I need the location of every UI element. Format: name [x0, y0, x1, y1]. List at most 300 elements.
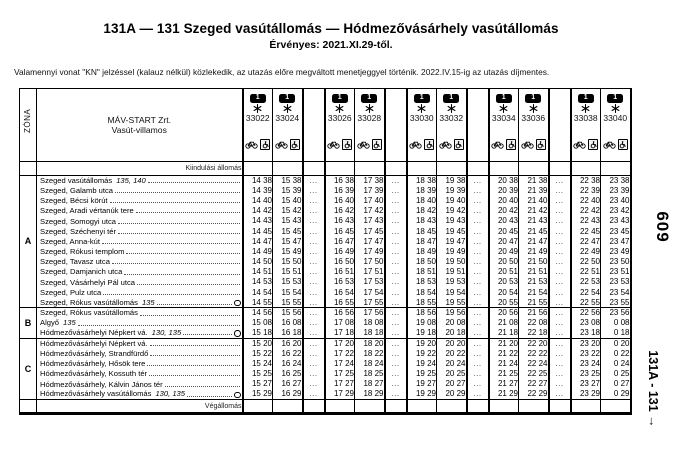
time-cell: 21 08: [489, 318, 519, 328]
time-cell: 23 38: [601, 176, 631, 186]
departure-label: Kiindulási állomás: [37, 162, 243, 176]
dotted-leader: [137, 284, 240, 285]
train-number: 33040: [603, 112, 628, 123]
time-cell: 18 24: [355, 359, 385, 369]
time-cell: 17 18: [325, 328, 355, 338]
time-cell: 14 51: [243, 267, 273, 277]
time-cell: 20 51: [489, 267, 519, 277]
continuation-dots: ...: [473, 369, 482, 379]
bicycle-icon: [491, 140, 504, 149]
dotted-leader: [140, 315, 240, 316]
continuation-dots: ...: [473, 257, 482, 267]
continuation-dots: ...: [391, 195, 400, 205]
departure-label-row: [20, 162, 631, 176]
time-cell: 17 53: [355, 277, 385, 287]
station-name-cell: Hódmezővásárhely, Kálvin János tér: [37, 379, 243, 389]
time-cell: 20 20: [437, 339, 467, 349]
time-cell: 16 38: [325, 176, 355, 186]
time-cell: 17 43: [355, 216, 385, 226]
connection-refs: 130, 135: [155, 389, 185, 399]
time-cell: 20 18: [437, 328, 467, 338]
time-cell: 20 29: [437, 389, 467, 399]
continuation-dots: ...: [473, 226, 482, 236]
time-cell: 16 56: [325, 308, 355, 318]
time-cell: 0 24: [601, 359, 631, 369]
continuation-dots: ...: [309, 236, 318, 246]
time-cell: 18 38: [407, 176, 437, 186]
station-name-cell: Algyő 135: [37, 318, 243, 328]
continuation-dots: ...: [473, 389, 482, 399]
time-cell: 19 49: [437, 247, 467, 257]
station-row: [20, 257, 631, 267]
time-cell: 15 45: [273, 226, 303, 236]
continuation-dots: ...: [555, 236, 564, 246]
time-cell: 17 54: [355, 288, 385, 298]
continuation-dots: ...: [473, 175, 482, 185]
time-cell: 22 47: [571, 237, 601, 247]
time-cell: 17 47: [355, 237, 385, 247]
time-cell: 18 47: [407, 237, 437, 247]
continuation-dots: ...: [391, 277, 400, 287]
train-number: 33022: [245, 112, 270, 123]
time-cell: 21 42: [519, 206, 549, 216]
continuation-dots: ...: [555, 267, 564, 277]
time-cell: 21 53: [519, 277, 549, 287]
time-cell: 23 27: [571, 379, 601, 389]
time-cell: 23 56: [601, 308, 631, 318]
time-cell: 20 22: [437, 349, 467, 359]
time-cell: 17 20: [325, 339, 355, 349]
time-cell: 14 38: [243, 176, 273, 186]
time-cell: 17 56: [355, 308, 385, 318]
time-cell: 22 51: [571, 267, 601, 277]
dotted-leader: [78, 325, 240, 326]
class-1-badge: 1: [578, 94, 594, 103]
continuation-dots: ...: [303, 339, 325, 349]
continuation-dots: ...: [473, 318, 482, 328]
time-cell: 16 08: [273, 318, 303, 328]
time-cell: 14 56: [243, 308, 273, 318]
time-cell: 22 20: [519, 339, 549, 349]
time-cell: 20 50: [489, 257, 519, 267]
time-cell: 18 25: [355, 369, 385, 379]
station-name-cell: Hódmezővásárhelyi Népkert vá. 130, 135: [37, 328, 243, 338]
time-cell: 18 27: [355, 379, 385, 389]
bicycle-icon: [521, 140, 534, 149]
station-name-cell: Szeged, Rókusi templom: [37, 247, 243, 257]
time-cell: 23 53: [601, 277, 631, 287]
time-cell: 0 25: [601, 369, 631, 379]
continuation-dots: ...: [555, 226, 564, 236]
time-cell: 18 29: [355, 389, 385, 399]
continuation-dots: ...: [391, 206, 400, 216]
station-name-cell: Szeged, Rókus vasútállomás: [37, 308, 243, 318]
time-cell: 16 54: [325, 288, 355, 298]
continuation-dots: ...: [309, 246, 318, 256]
continuation-dots: ...: [549, 308, 571, 318]
time-cell: 14 42: [243, 206, 273, 216]
time-cell: 18 43: [407, 216, 437, 226]
time-cell: 22 54: [571, 288, 601, 298]
continuation-dots: ...: [473, 185, 482, 195]
time-cell: 23 43: [601, 216, 631, 226]
time-cell: 17 45: [355, 226, 385, 236]
time-cell: 16 45: [325, 226, 355, 236]
time-cell: 18 55: [407, 298, 437, 308]
continuation-dots: ...: [309, 267, 318, 277]
continuation-dots: ...: [309, 195, 318, 205]
time-cell: 16 25: [273, 369, 303, 379]
time-cell: 17 50: [355, 257, 385, 267]
time-cell: 21 20: [489, 339, 519, 349]
time-cell: 23 50: [601, 257, 631, 267]
continuation-dots: ...: [555, 175, 564, 185]
stop-circle-icon: [234, 330, 241, 337]
wheelchair-icon: [506, 139, 516, 150]
time-cell: 23 54: [601, 288, 631, 298]
continuation-dots: ...: [391, 328, 400, 338]
station-name-cell: Hódmezővásárhely vasútállomás 130, 135: [37, 389, 243, 399]
time-cell: 15 53: [273, 277, 303, 287]
station-row: [20, 267, 631, 277]
time-cell: 19 51: [437, 267, 467, 277]
time-cell: 23 47: [601, 237, 631, 247]
continuation-dots: ...: [309, 175, 318, 185]
wheelchair-icon: [372, 139, 382, 150]
station-row: [20, 318, 631, 328]
time-cell: 20 54: [489, 288, 519, 298]
time-cell: 21 25: [489, 369, 519, 379]
time-cell: 14 47: [243, 237, 273, 247]
station-name-cell: Szeged, Aradi vértanúk tere: [37, 206, 243, 216]
dotted-leader: [150, 345, 240, 346]
connection-refs: 135: [63, 318, 76, 328]
continuation-dots: ...: [303, 308, 325, 318]
station-row: [20, 196, 631, 206]
continuation-dots: ...: [555, 297, 564, 307]
time-cell: 22 53: [571, 277, 601, 287]
train-number: 33026: [327, 112, 352, 123]
spacer-header: [467, 89, 489, 162]
time-cell: 15 56: [273, 308, 303, 318]
continuation-dots: ...: [467, 339, 489, 349]
train-number: 33038: [573, 112, 598, 123]
continuation-dots: ...: [473, 195, 482, 205]
snowflake-icon: [283, 104, 292, 113]
station-name-cell: Szeged, Somogyi utca: [37, 216, 243, 226]
side-page-number: 609: [653, 211, 672, 243]
time-cell: 20 55: [489, 298, 519, 308]
time-cell: 21 29: [489, 389, 519, 399]
continuation-dots: ...: [309, 379, 318, 389]
train-number: 33032: [439, 112, 464, 123]
continuation-dots: ...: [391, 226, 400, 236]
time-cell: 15 25: [243, 369, 273, 379]
dotted-leader: [136, 212, 240, 213]
dotted-leader: [187, 396, 232, 397]
class-1-badge: 1: [443, 94, 459, 103]
continuation-dots: ...: [309, 389, 318, 399]
time-cell: 17 39: [355, 186, 385, 196]
dotted-leader: [150, 355, 239, 356]
time-cell: 16 55: [325, 298, 355, 308]
continuation-dots: ...: [555, 328, 564, 338]
time-cell: 0 20: [601, 339, 631, 349]
time-cell: 0 27: [601, 379, 631, 389]
connection-refs: 135: [141, 297, 155, 307]
continuation-dots: ...: [555, 246, 564, 256]
train-number: 33036: [521, 112, 546, 123]
time-cell: 15 55: [273, 298, 303, 308]
continuation-dots: ...: [473, 267, 482, 277]
operator-header: [37, 89, 243, 162]
wheelchair-icon: [260, 139, 270, 150]
snowflake-icon: [499, 104, 508, 113]
time-cell: 19 53: [437, 277, 467, 287]
continuation-dots: ...: [309, 358, 318, 368]
time-cell: 18 40: [407, 196, 437, 206]
station-name-cell: Hódmezővásárhely, Kossuth tér: [37, 369, 243, 379]
time-cell: 21 43: [519, 216, 549, 226]
continuation-dots: ...: [555, 185, 564, 195]
time-cell: 19 38: [437, 176, 467, 186]
station-row: [20, 288, 631, 298]
time-cell: 16 43: [325, 216, 355, 226]
train-header-33028: [355, 89, 385, 162]
stop-circle-icon: [234, 300, 241, 307]
continuation-dots: ...: [391, 318, 400, 328]
continuation-dots: ...: [473, 206, 482, 216]
operator-line1: MÁV-START Zrt.: [107, 114, 171, 125]
continuation-dots: ...: [555, 389, 564, 399]
time-cell: 20 43: [489, 216, 519, 226]
continuation-dots: ...: [309, 297, 318, 307]
time-cell: 17 22: [325, 349, 355, 359]
station-row: [20, 379, 631, 389]
train-number: 33028: [357, 112, 382, 123]
continuation-dots: ...: [391, 216, 400, 226]
time-cell: 20 47: [489, 237, 519, 247]
time-cell: 18 39: [407, 186, 437, 196]
time-cell: 20 08: [437, 318, 467, 328]
continuation-dots: ...: [309, 287, 318, 297]
time-cell: 22 27: [519, 379, 549, 389]
time-cell: 18 20: [355, 339, 385, 349]
timetable-grid: [19, 88, 632, 415]
side-route-label: 131A - 131 →: [646, 350, 660, 428]
time-cell: 15 08: [243, 318, 273, 328]
time-cell: 21 51: [519, 267, 549, 277]
time-cell: 22 40: [571, 196, 601, 206]
bicycle-icon: [275, 140, 288, 149]
continuation-dots: ...: [473, 216, 482, 226]
dotted-leader: [118, 233, 240, 234]
time-cell: 21 55: [519, 298, 549, 308]
time-cell: 16 27: [273, 379, 303, 389]
time-cell: 17 27: [325, 379, 355, 389]
time-cell: 18 18: [355, 328, 385, 338]
time-cell: 23 39: [601, 186, 631, 196]
time-cell: 21 24: [489, 359, 519, 369]
time-cell: 19 20: [407, 339, 437, 349]
continuation-dots: ...: [555, 277, 564, 287]
time-cell: 20 45: [489, 226, 519, 236]
snowflake-icon: [529, 104, 538, 113]
time-cell: 19 43: [437, 216, 467, 226]
snowflake-icon: [335, 104, 344, 113]
time-cell: 15 51: [273, 267, 303, 277]
snowflake-icon: [253, 104, 262, 113]
time-cell: 21 49: [519, 247, 549, 257]
validity-subtitle: Érvényes: 2021.XI.29-től.: [269, 39, 393, 51]
bicycle-icon: [245, 140, 258, 149]
dotted-leader: [183, 334, 232, 335]
time-cell: 18 51: [407, 267, 437, 277]
wheelchair-icon: [454, 139, 464, 150]
station-row: [20, 308, 631, 318]
time-cell: 21 38: [519, 176, 549, 186]
train-number: 33024: [275, 112, 300, 123]
time-cell: 16 50: [325, 257, 355, 267]
continuation-dots: ...: [391, 175, 400, 185]
station-row: [20, 389, 631, 399]
connection-refs: 135, 140: [116, 176, 146, 186]
dotted-leader: [148, 182, 240, 183]
snowflake-icon: [611, 104, 620, 113]
dotted-leader: [118, 223, 240, 224]
time-cell: 18 45: [407, 226, 437, 236]
time-cell: 21 18: [489, 328, 519, 338]
wheelchair-icon: [536, 139, 546, 150]
continuation-dots: ...: [555, 195, 564, 205]
station-name-cell: Szeged, Anna-kút: [37, 237, 243, 247]
time-cell: 23 29: [571, 389, 601, 399]
station-row: [20, 277, 631, 287]
time-cell: 16 53: [325, 277, 355, 287]
time-cell: 16 39: [325, 186, 355, 196]
station-row: [20, 226, 631, 236]
time-cell: 21 27: [489, 379, 519, 389]
time-cell: 18 53: [407, 277, 437, 287]
time-cell: 0 18: [601, 328, 631, 338]
time-cell: 18 08: [355, 318, 385, 328]
continuation-dots: ...: [473, 287, 482, 297]
time-cell: 18 50: [407, 257, 437, 267]
time-cell: 23 51: [601, 267, 631, 277]
class-1-badge: 1: [279, 94, 295, 103]
dotted-leader: [112, 263, 240, 264]
station-name-cell: Hódmezővásárhely, Strandfürdő: [37, 349, 243, 359]
time-cell: 15 18: [243, 328, 273, 338]
time-cell: 23 55: [601, 298, 631, 308]
time-cell: 17 42: [355, 206, 385, 216]
time-cell: 16 20: [273, 339, 303, 349]
time-cell: 22 29: [519, 389, 549, 399]
time-cell: 17 49: [355, 247, 385, 257]
time-cell: 22 38: [571, 176, 601, 186]
station-row: [20, 237, 631, 247]
station-row: [20, 339, 631, 349]
time-cell: 14 40: [243, 196, 273, 206]
time-cell: 22 55: [571, 298, 601, 308]
spacer-header: [385, 89, 407, 162]
stop-circle-icon: [234, 392, 241, 399]
snowflake-icon: [417, 104, 426, 113]
time-cell: 20 40: [489, 196, 519, 206]
time-cell: 14 55: [243, 298, 273, 308]
time-cell: 21 47: [519, 237, 549, 247]
station-name-cell: Szeged, Rókus vasútállomás 135: [37, 298, 243, 308]
time-cell: 23 24: [571, 359, 601, 369]
time-cell: 19 24: [407, 359, 437, 369]
time-cell: 15 39: [273, 186, 303, 196]
class-1-badge: 1: [250, 94, 266, 103]
time-cell: 22 43: [571, 216, 601, 226]
train-header-33024: [273, 89, 303, 162]
station-name-cell: Szeged, Pulz utca: [37, 288, 243, 298]
continuation-dots: ...: [555, 318, 564, 328]
time-cell: 16 51: [325, 267, 355, 277]
time-cell: 18 54: [407, 288, 437, 298]
wheelchair-icon: [342, 139, 352, 150]
dotted-leader: [110, 202, 240, 203]
bicycle-icon: [603, 140, 616, 149]
station-row: [20, 369, 631, 379]
class-1-badge: 1: [525, 94, 541, 103]
dotted-leader: [124, 274, 239, 275]
time-cell: 14 45: [243, 226, 273, 236]
time-cell: 17 38: [355, 176, 385, 186]
continuation-dots: ...: [473, 246, 482, 256]
continuation-dots: ...: [555, 379, 564, 389]
time-cell: 21 45: [519, 226, 549, 236]
time-cell: 23 22: [571, 349, 601, 359]
time-cell: 22 18: [519, 328, 549, 338]
time-cell: 15 20: [243, 339, 273, 349]
time-cell: 21 39: [519, 186, 549, 196]
continuation-dots: ...: [391, 246, 400, 256]
train-header-33034: [489, 89, 519, 162]
continuation-dots: ...: [391, 358, 400, 368]
time-cell: 15 50: [273, 257, 303, 267]
time-cell: 16 49: [325, 247, 355, 257]
time-cell: 23 42: [601, 206, 631, 216]
train-header-33038: [571, 89, 601, 162]
time-cell: 15 43: [273, 216, 303, 226]
time-cell: 15 49: [273, 247, 303, 257]
bicycle-icon: [439, 140, 452, 149]
time-cell: 19 45: [437, 226, 467, 236]
time-cell: 16 29: [273, 389, 303, 399]
time-cell: 19 29: [407, 389, 437, 399]
wheelchair-icon: [588, 139, 598, 150]
time-cell: 22 42: [571, 206, 601, 216]
time-cell: 18 22: [355, 349, 385, 359]
bicycle-icon: [573, 140, 586, 149]
continuation-dots: ...: [391, 185, 400, 195]
header-row: [20, 89, 631, 162]
continuation-dots: ...: [555, 369, 564, 379]
time-cell: 19 08: [407, 318, 437, 328]
station-row: [20, 359, 631, 369]
time-cell: 17 55: [355, 298, 385, 308]
station-row: [20, 247, 631, 257]
time-cell: 19 50: [437, 257, 467, 267]
spacer-header: [303, 89, 325, 162]
time-cell: 20 53: [489, 277, 519, 287]
time-cell: 20 39: [489, 186, 519, 196]
train-header-33040: [601, 89, 631, 162]
